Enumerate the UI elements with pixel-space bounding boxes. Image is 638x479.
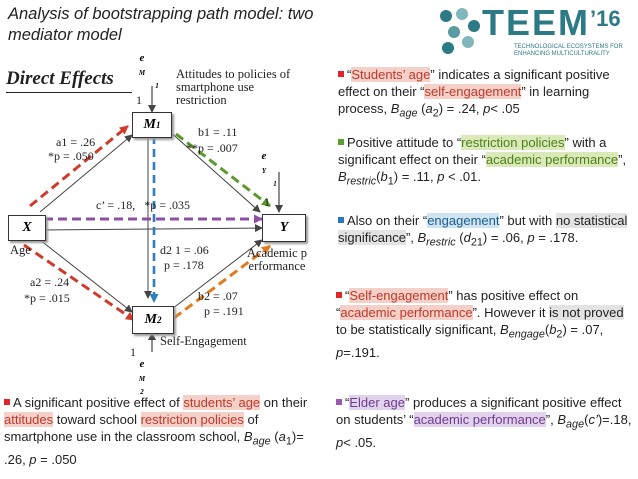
text: “ [345, 395, 350, 410]
highlight-elder-age: Elder age [349, 395, 405, 410]
stat-b1-sub: 1 [387, 175, 394, 188]
pval-b1: **p = .007 [186, 141, 238, 155]
text: ( [417, 101, 426, 116]
bullet-square-icon [338, 139, 344, 145]
pval-b2: p = .191 [204, 304, 244, 318]
text: )= .26, [4, 429, 304, 467]
text: ( [455, 230, 464, 245]
text: ( [544, 322, 550, 337]
text: = .050 [36, 451, 77, 467]
coef-a1: a1 = .26 [56, 135, 96, 149]
label-self-engagement: Self-Engagement [160, 334, 247, 348]
error-term-y [258, 152, 270, 176]
error-sub: M [138, 375, 146, 383]
loading-one-m2: 1 [130, 345, 136, 359]
error-term-m2 [136, 360, 148, 397]
highlight-self-engagement: self-engagement [424, 84, 522, 99]
label-attitudes: Attitudes to policies of smartphone use restriction [176, 67, 291, 107]
text: ” in learning process, [338, 84, 590, 116]
stat-p: p [336, 344, 344, 360]
highlight-no-significance: no statistical significance [338, 213, 628, 245]
stat-b: B [500, 322, 509, 337]
bullet-square-icon [338, 71, 344, 77]
bullet-age-attitudes [4, 394, 314, 468]
node-m2-letter: M [144, 312, 157, 327]
text: toward school [53, 412, 141, 427]
text: ” with a significant effect on their “ [338, 135, 607, 167]
stat-b-sub: age [252, 435, 271, 448]
highlight-self-engagement: Self-engagement [349, 288, 449, 303]
node-m2 [132, 306, 174, 334]
bullet-students-age-engagement [338, 66, 632, 123]
teem-logo [438, 4, 634, 64]
text: A significant positive effect of [13, 395, 184, 410]
error-sub: M [138, 69, 146, 77]
node-y: Y [262, 214, 306, 242]
logo-name: TEEM [482, 2, 591, 43]
text: =.191. [343, 344, 380, 360]
text: )=.18, [597, 412, 632, 427]
bullet-restriction-policies [338, 134, 632, 191]
text: on their [260, 395, 308, 410]
logo-subtitle: TECHNOLOGICAL ECOSYSTEMS FOR ENHANCING MULTICULTURALITY [514, 44, 623, 57]
text: ”. However it [472, 305, 550, 320]
stat-p: p [483, 101, 491, 116]
direct-effects-heading: Direct Effects [6, 68, 114, 89]
stat-b: B [390, 101, 400, 116]
highlight-students-age: students’ age [183, 395, 261, 410]
stat-c-prime: c’ [588, 412, 598, 427]
stat-b: B [243, 429, 253, 444]
stat-a: a [425, 101, 433, 116]
highlight-restriction-policies: restriction policies [140, 412, 244, 427]
bullet-self-engagement-performance [336, 287, 632, 361]
stat-b2: b [549, 322, 557, 337]
text: < .05. [343, 434, 377, 450]
coef-c-prime: c’ = .18, *p = .035 [96, 198, 190, 212]
stat-p: p [29, 451, 37, 467]
node-m1 [132, 112, 172, 138]
text: ) = .24, [438, 101, 484, 116]
node-m2-sub: 2 [156, 315, 162, 325]
node-m1-sub: 1 [155, 120, 161, 130]
pval-a1: *p = .050 [48, 149, 94, 163]
text: ” has positive effect on “ [336, 288, 579, 320]
highlight-academic-performance: academic performance [340, 305, 473, 320]
highlight-restriction-policies: restriction policies [461, 135, 565, 150]
coef-b1: b1 = .11 [198, 125, 238, 139]
text: ” produces a significant positive effect on students’ “ [336, 395, 622, 427]
error-e: e [139, 358, 145, 370]
text: Also on their “ [347, 213, 428, 228]
logo-wordmark [482, 2, 621, 44]
text: ) = .07, [562, 322, 604, 337]
stat-a-sub: 2 [432, 107, 439, 120]
text: ” but with [499, 213, 556, 228]
stat-b-sub: restric [346, 175, 377, 188]
bullet-square-icon [338, 217, 344, 223]
text: ) = .06, [482, 230, 528, 245]
label-academic-performance: Academic performance [246, 246, 308, 273]
coef-a2: a2 = .24 [30, 275, 70, 289]
text: ( [376, 169, 381, 184]
text: Positive attitude to “ [347, 135, 462, 150]
path-x-y-line [40, 228, 262, 230]
stat-a-sub: 1 [285, 435, 292, 448]
text: ”, [545, 412, 558, 427]
error-term-y-index: 1 [273, 180, 277, 188]
node-m1-letter: M [143, 117, 156, 132]
error-term-m1 [136, 54, 148, 78]
stat-b-sub: age [566, 418, 585, 431]
text: ( [270, 429, 279, 444]
bullet-square-icon [336, 399, 342, 405]
error-sub: Y [261, 167, 267, 175]
stat-p: p [336, 434, 344, 450]
bullet-elder-age [336, 394, 632, 451]
stat-b-sub: age [399, 107, 418, 120]
label-age: Age [10, 243, 31, 257]
error-e: e [261, 150, 267, 162]
text: < .01. [444, 169, 481, 184]
stat-p: p [527, 230, 535, 245]
highlight-students-age: Students’ age [351, 67, 431, 82]
error-index: 2 [140, 388, 144, 396]
pval-d21: p = .178 [164, 258, 204, 272]
text: to be statistically significant, [336, 322, 501, 337]
text: = .178. [534, 230, 579, 245]
slide-title: Analysis of bootstrapping path model: two mediator model [8, 5, 314, 44]
bullet-engagement-no-significance [338, 212, 632, 252]
teem-logo-icon [438, 6, 482, 58]
bullet-square-icon [336, 292, 342, 298]
stat-b-sub: restric [426, 236, 456, 249]
stat-d-sub: 21 [470, 236, 483, 249]
stat-b1: b [380, 169, 388, 184]
heading-underline [6, 92, 132, 93]
stat-b2-sub: 2 [556, 328, 563, 341]
stat-b-sub: engage [508, 328, 545, 341]
text: ) = .11, [393, 169, 438, 184]
text: < .05 [490, 101, 520, 116]
loading-one-m1: 1 [136, 93, 142, 107]
bullet-square-icon [4, 399, 10, 405]
highlight-engagement: engagement [427, 213, 500, 228]
pval-a2: *p = .015 [24, 291, 70, 305]
error-term-m1-index: 1 [155, 82, 159, 90]
error-e: e [139, 52, 145, 64]
text: ” indicates a significant positive effect on their “ [338, 67, 610, 99]
text: ”, [618, 152, 627, 167]
stat-p: p [437, 169, 445, 184]
stat-b: B [557, 412, 567, 427]
coef-d21: d2 1 = .06 [160, 243, 209, 257]
logo-year: ’16 [590, 6, 621, 31]
text: ”, [405, 230, 418, 245]
highlight-academic-performance: academic performance [485, 152, 619, 167]
node-x: X [8, 215, 46, 241]
stat-a: a [278, 429, 286, 444]
text: “ [345, 288, 350, 303]
stat-d: d [463, 230, 471, 245]
text: of smartphone use in the classroom school, [4, 412, 259, 444]
coef-b2: b2 = .07 [198, 289, 238, 303]
stat-b: B [417, 230, 427, 245]
highlight-academic-performance: academic performance [413, 412, 546, 427]
stat-b: B [338, 169, 347, 184]
text: “ [347, 67, 352, 82]
highlight-attitudes: attitudes [4, 412, 54, 427]
text: ( [584, 412, 589, 427]
loading-one-y: 1 [264, 195, 270, 209]
highlight-not-proved: is not proved [549, 305, 624, 320]
